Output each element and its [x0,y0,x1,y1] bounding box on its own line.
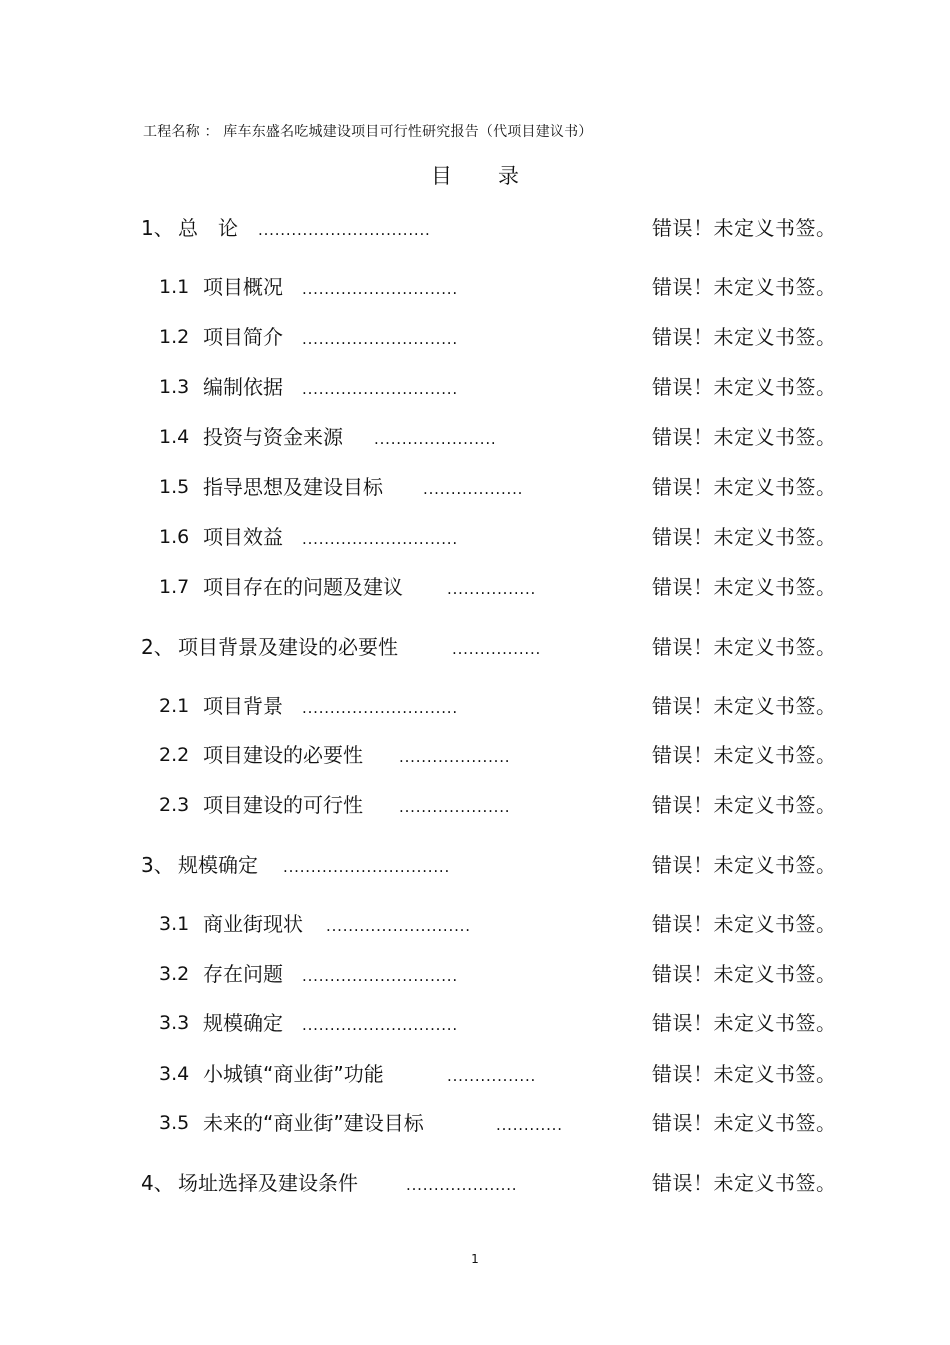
toc-entry-number: 3、 [141,853,174,877]
toc-entry-label: 项目背景及建设的必要性 [178,635,398,659]
toc-entry-number: 1.3 [159,376,190,398]
toc-entry-leader: ............................ [302,530,458,548]
toc-entry-page-ref: 错误！未定义书签。 [652,694,837,718]
toc-entry-page-ref: 错误！未定义书签。 [652,375,837,399]
toc-entry-leader: ............................ [302,280,458,298]
toc-entry-page-ref: 错误！未定义书签。 [652,525,837,549]
toc-entry[interactable] [0,1108,950,1138]
toc-entry-page-ref: 错误！未定义书签。 [652,1171,837,1195]
toc-entry-leader: ............................... [258,221,431,239]
toc-entry-label: 项目概况 [203,275,283,299]
toc-entry-leader: .............................. [283,858,451,876]
toc-entry-page-ref: 错误！未定义书签。 [652,325,837,349]
toc-entry-page-ref: 错误！未定义书签。 [652,275,837,299]
toc-entry-label: 投资与资金来源 [203,425,343,449]
toc-entry-number: 3.4 [159,1063,190,1085]
toc-entry-page-ref: 错误！未定义书签。 [652,1111,837,1135]
toc-entry-leader: .................. [423,480,524,498]
toc-entry-label: 规模确定 [178,853,258,877]
toc-entry-leader: ................ [447,580,537,598]
toc-entry-label: 项目背景 [203,694,283,718]
toc-entry-label: 总 论 [178,216,238,240]
toc-entry-number: 3.5 [159,1112,190,1134]
toc-entry-page-ref: 错误！未定义书签。 [652,635,837,659]
toc-entry-page-ref: 错误！未定义书签。 [652,216,837,240]
toc-entry-number: 2、 [141,635,174,659]
toc-entry-number: 1.7 [159,576,190,598]
toc-entry[interactable] [0,572,950,602]
toc-entry-page-ref: 错误！未定义书签。 [652,912,837,936]
toc-entry-page-ref: 错误！未定义书签。 [652,743,837,767]
toc-entry-leader: ................ [452,640,542,658]
page-number: 1 [471,1252,479,1266]
toc-entry-number: 4、 [141,1171,174,1195]
toc-entry-leader: ............................ [302,699,458,717]
toc-entry-label: 编制依据 [203,375,283,399]
project-name-line: 工程名称 ： 库车东盛名吃城建设项目可行性研究报告（代项目建议书） [143,124,593,140]
toc-entry-label: 项目建设的必要性 [203,743,363,767]
toc-entry-label: 存在问题 [203,962,283,986]
toc-entry[interactable] [0,632,950,662]
toc-entry[interactable] [0,522,950,552]
toc-entry-number: 1.6 [159,526,190,548]
toc-entry-number: 1.2 [159,326,190,348]
toc-entry-number: 2.3 [159,794,190,816]
toc-entry[interactable] [0,691,950,721]
toc-entry-number: 1.1 [159,276,190,298]
toc-entry-leader: ...................... [374,430,497,448]
toc-entry[interactable] [0,322,950,352]
toc-entry-number: 3.1 [159,913,190,935]
toc-entry[interactable] [0,740,950,770]
toc-entry-label: 小城镇“商业街”功能 [203,1062,384,1086]
toc-entry-page-ref: 错误！未定义书签。 [652,1062,837,1086]
toc-entry-label: 规模确定 [203,1011,283,1035]
toc-entry-number: 1、 [141,216,174,240]
toc-entry[interactable] [0,1008,950,1038]
toc-entry-number: 3.2 [159,963,190,985]
toc-entry-number: 1.5 [159,476,190,498]
toc-entry-leader: .................... [399,798,511,816]
toc-entry-page-ref: 错误！未定义书签。 [652,793,837,817]
toc-entry-page-ref: 错误！未定义书签。 [652,853,837,877]
toc-entry-leader: ............................ [302,380,458,398]
toc-entry[interactable] [0,272,950,302]
toc-entry-number: 1.4 [159,426,190,448]
toc-entry[interactable] [0,1059,950,1089]
toc-entry-leader: ............................ [302,1016,458,1034]
toc-entry[interactable] [0,959,950,989]
toc-title-part1: 目 [431,164,452,188]
toc-entry-label: 项目简介 [203,325,283,349]
toc-entry-number: 3.3 [159,1012,190,1034]
toc-entry[interactable] [0,790,950,820]
toc-entry[interactable] [0,372,950,402]
toc-entry-label: 场址选择及建设条件 [178,1171,358,1195]
toc-entry[interactable] [0,213,950,243]
toc-entry-page-ref: 错误！未定义书签。 [652,1011,837,1035]
toc-title-part2: 录 [498,164,519,188]
toc-entry-label: 指导思想及建设目标 [203,475,383,499]
toc-entry-leader: .................... [399,748,511,766]
toc-entry-label: 商业街现状 [203,912,303,936]
toc-entry-label: 未来的“商业街”建设目标 [203,1111,424,1135]
toc-entry-page-ref: 错误！未定义书签。 [652,575,837,599]
toc-entry-leader: .................... [406,1176,518,1194]
toc-entry-leader: ............................ [302,330,458,348]
toc-entry-label: 项目效益 [203,525,283,549]
toc-entry-label: 项目存在的问题及建议 [203,575,403,599]
toc-entry[interactable] [0,472,950,502]
toc-entry-page-ref: 错误！未定义书签。 [652,475,837,499]
toc-entry-leader: ............ [496,1116,563,1134]
toc-entry-leader: ................ [447,1067,537,1085]
toc-entry-page-ref: 错误！未定义书签。 [652,962,837,986]
toc-entry[interactable] [0,422,950,452]
toc-entry[interactable] [0,850,950,880]
toc-entry[interactable] [0,1168,950,1198]
toc-entry-page-ref: 错误！未定义书签。 [652,425,837,449]
toc-entry-leader: .......................... [326,917,471,935]
toc-entry-number: 2.2 [159,744,190,766]
toc-entry-leader: ............................ [302,967,458,985]
toc-entry[interactable] [0,909,950,939]
toc-entry-label: 项目建设的可行性 [203,793,363,817]
toc-entry-number: 2.1 [159,695,190,717]
